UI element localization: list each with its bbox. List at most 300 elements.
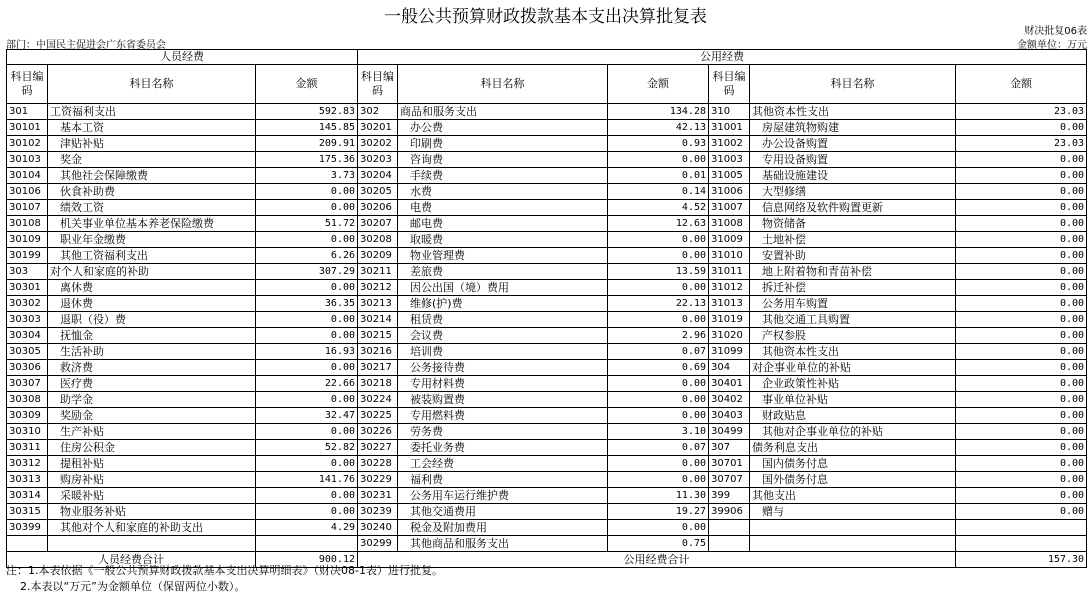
report-title: 一般公共预算财政拨款基本支出决算批复表 <box>384 7 707 27</box>
cell-amount: 307.29 <box>256 264 358 280</box>
cell-code: 30313 <box>7 472 48 488</box>
table-row <box>7 280 1087 296</box>
cell-amount: 0.00 <box>608 312 709 328</box>
cell-code: 30310 <box>7 424 48 440</box>
expenditure-table <box>6 49 1087 568</box>
cell-name: 企业政策性补贴 <box>750 376 956 392</box>
cell-name: 其他对个人和家庭的补助支出 <box>48 520 256 536</box>
cell-code: 30701 <box>709 456 750 472</box>
footnotes <box>6 563 443 595</box>
cell-name: 助学金 <box>48 392 256 408</box>
cell-code: 30214 <box>358 312 398 328</box>
cell-amount: 0.00 <box>608 472 709 488</box>
cell-amount <box>956 536 1087 552</box>
cell-name: 咨询费 <box>398 152 608 168</box>
cell-amount: 0.00 <box>256 504 358 520</box>
cell-name: 奖励金 <box>48 408 256 424</box>
cell-amount: 4.29 <box>256 520 358 536</box>
cell-name: 福利费 <box>398 472 608 488</box>
group-header-personnel: 人员经费 <box>7 50 358 65</box>
cell-code: 30109 <box>7 232 48 248</box>
cell-code: 30203 <box>358 152 398 168</box>
cell-code: 30309 <box>7 408 48 424</box>
cell-code: 30311 <box>7 440 48 456</box>
cell-amount: 0.00 <box>256 184 358 200</box>
cell-amount: 3.73 <box>256 168 358 184</box>
cell-name: 基本工资 <box>48 120 256 136</box>
cell-amount: 0.00 <box>956 472 1087 488</box>
cell-code: 31009 <box>709 232 750 248</box>
cell-name: 租赁费 <box>398 312 608 328</box>
cell-amount: 0.00 <box>956 200 1087 216</box>
cell-code: 30217 <box>358 360 398 376</box>
cell-code: 31011 <box>709 264 750 280</box>
cell-code: 30224 <box>358 392 398 408</box>
cell-amount: 0.00 <box>608 232 709 248</box>
cell-name: 事业单位补贴 <box>750 392 956 408</box>
cell-code: 30239 <box>358 504 398 520</box>
table-row <box>7 232 1087 248</box>
cell-name: 其他工资福利支出 <box>48 248 256 264</box>
table-row <box>7 360 1087 376</box>
cell-code: 30302 <box>7 296 48 312</box>
cell-code: 30308 <box>7 392 48 408</box>
cell-name: 印刷费 <box>398 136 608 152</box>
cell-amount: 19.27 <box>608 504 709 520</box>
cell-amount: 0.00 <box>256 456 358 472</box>
cell-amount: 0.00 <box>256 488 358 504</box>
cell-name: 生产补贴 <box>48 424 256 440</box>
cell-amount: 0.14 <box>608 184 709 200</box>
cell-amount: 0.00 <box>956 328 1087 344</box>
cell-name <box>48 536 256 552</box>
cell-code: 30399 <box>7 520 48 536</box>
cell-name: 其他支出 <box>750 488 956 504</box>
cell-code: 30403 <box>709 408 750 424</box>
cell-amount: 0.00 <box>956 488 1087 504</box>
cell-amount: 0.93 <box>608 136 709 152</box>
cell-amount: 0.07 <box>608 440 709 456</box>
cell-amount: 592.83 <box>256 104 358 120</box>
amount-unit-label: 金额单位：万元 <box>1017 40 1087 51</box>
cell-amount: 0.00 <box>608 520 709 536</box>
cell-amount: 0.00 <box>256 280 358 296</box>
cell-code: 30301 <box>7 280 48 296</box>
cell-amount: 23.03 <box>956 136 1087 152</box>
cell-code: 31010 <box>709 248 750 264</box>
cell-name: 因公出国（境）费用 <box>398 280 608 296</box>
cell-code: 39906 <box>709 504 750 520</box>
total-personnel-label: 人员经费合计 <box>7 552 256 568</box>
cell-code: 30101 <box>7 120 48 136</box>
cell-name: 物资储备 <box>750 216 956 232</box>
cell-amount: 0.75 <box>608 536 709 552</box>
cell-name: 委托业务费 <box>398 440 608 456</box>
cell-name: 其他社会保障缴费 <box>48 168 256 184</box>
cell-amount: 22.66 <box>256 376 358 392</box>
cell-code: 30299 <box>358 536 398 552</box>
cell-code: 31013 <box>709 296 750 312</box>
col-header-name: 科目名称 <box>48 65 256 104</box>
cell-name <box>750 520 956 536</box>
cell-amount: 3.10 <box>608 424 709 440</box>
col-header-amount: 金额 <box>256 65 358 104</box>
table-row <box>7 104 1087 120</box>
table-row <box>7 472 1087 488</box>
cell-name: 信息网络及软件购置更新 <box>750 200 956 216</box>
table-row <box>7 328 1087 344</box>
cell-code: 301 <box>7 104 48 120</box>
cell-name: 提租补贴 <box>48 456 256 472</box>
table-row <box>7 376 1087 392</box>
cell-code: 30225 <box>358 408 398 424</box>
footnote-1: 注：1.本表依据《一般公共预算财政拨款基本支出决算明细表》（财决08-1表）进行批复。 <box>6 564 443 577</box>
cell-amount: 0.00 <box>956 392 1087 408</box>
cell-amount: 0.00 <box>956 152 1087 168</box>
cell-code: 30229 <box>358 472 398 488</box>
cell-code: 31005 <box>709 168 750 184</box>
cell-name: 国内债务付息 <box>750 456 956 472</box>
cell-name: 取暖费 <box>398 232 608 248</box>
table-row <box>7 536 1087 552</box>
cell-name: 伙食补助费 <box>48 184 256 200</box>
cell-amount: 145.85 <box>256 120 358 136</box>
cell-amount: 0.00 <box>956 312 1087 328</box>
cell-name: 对企事业单位的补贴 <box>750 360 956 376</box>
cell-name: 拆迁补偿 <box>750 280 956 296</box>
cell-code: 30312 <box>7 456 48 472</box>
cell-name: 职业年金缴费 <box>48 232 256 248</box>
cell-code <box>709 536 750 552</box>
cell-name: 工会经费 <box>398 456 608 472</box>
cell-amount: 0.00 <box>956 184 1087 200</box>
cell-name: 公务用车购置 <box>750 296 956 312</box>
cell-amount: 4.52 <box>608 200 709 216</box>
cell-amount <box>256 536 358 552</box>
cell-amount: 0.00 <box>608 248 709 264</box>
cell-amount: 42.13 <box>608 120 709 136</box>
cell-name: 物业服务补贴 <box>48 504 256 520</box>
cell-name: 其他对企事业单位的补贴 <box>750 424 956 440</box>
cell-name: 国外债务付息 <box>750 472 956 488</box>
cell-amount: 0.00 <box>956 344 1087 360</box>
cell-amount: 175.36 <box>256 152 358 168</box>
cell-amount: 0.00 <box>956 504 1087 520</box>
col-header-amount: 金额 <box>956 65 1087 104</box>
cell-name <box>750 536 956 552</box>
cell-amount: 0.00 <box>256 232 358 248</box>
cell-code: 30402 <box>709 392 750 408</box>
cell-amount: 0.01 <box>608 168 709 184</box>
cell-amount: 0.00 <box>956 280 1087 296</box>
cell-name: 差旅费 <box>398 264 608 280</box>
cell-code: 30102 <box>7 136 48 152</box>
cell-amount: 0.00 <box>256 328 358 344</box>
cell-name: 财政贴息 <box>750 408 956 424</box>
cell-name: 工资福利支出 <box>48 104 256 120</box>
cell-amount: 0.00 <box>256 312 358 328</box>
cell-code: 30303 <box>7 312 48 328</box>
cell-code: 30401 <box>709 376 750 392</box>
cell-code: 30216 <box>358 344 398 360</box>
total-public-label: 公用经费合计 <box>358 552 956 568</box>
cell-amount: 13.59 <box>608 264 709 280</box>
cell-code: 303 <box>7 264 48 280</box>
cell-name: 办公费 <box>398 120 608 136</box>
cell-code: 30202 <box>358 136 398 152</box>
total-public-amount: 157.30 <box>956 552 1087 568</box>
cell-amount: 12.63 <box>608 216 709 232</box>
table-row <box>7 440 1087 456</box>
cell-name: 其他交通费用 <box>398 504 608 520</box>
cell-name: 医疗费 <box>48 376 256 392</box>
cell-name: 抚恤金 <box>48 328 256 344</box>
table-row <box>7 392 1087 408</box>
cell-amount: 0.00 <box>608 392 709 408</box>
cell-amount: 0.00 <box>956 424 1087 440</box>
cell-code: 31007 <box>709 200 750 216</box>
cell-name: 公务用车运行维护费 <box>398 488 608 504</box>
department-label: 部门：中国民主促进会广东省委员会 <box>6 40 166 51</box>
cell-name: 其他商品和服务支出 <box>398 536 608 552</box>
cell-amount: 0.00 <box>956 264 1087 280</box>
cell-amount: 141.76 <box>256 472 358 488</box>
cell-code: 30215 <box>358 328 398 344</box>
cell-code: 30206 <box>358 200 398 216</box>
group-header-public: 公用经费 <box>358 50 1087 65</box>
cell-name: 其他资本性支出 <box>750 344 956 360</box>
cell-code: 31008 <box>709 216 750 232</box>
cell-code: 30211 <box>358 264 398 280</box>
form-code: 财决批复06表 <box>1024 26 1087 37</box>
cell-code: 30305 <box>7 344 48 360</box>
cell-code: 304 <box>709 360 750 376</box>
col-header-name: 科目名称 <box>750 65 956 104</box>
footnote-2: 2.本表以“万元”为金额单位（保留两位小数）。 <box>6 580 246 593</box>
cell-name: 机关事业单位基本养老保险缴费 <box>48 216 256 232</box>
cell-code: 31006 <box>709 184 750 200</box>
table-body <box>7 104 1087 552</box>
cell-code: 31099 <box>709 344 750 360</box>
cell-name: 其他交通工具购置 <box>750 312 956 328</box>
cell-name: 被装购置费 <box>398 392 608 408</box>
cell-name: 退休费 <box>48 296 256 312</box>
cell-amount: 134.28 <box>608 104 709 120</box>
cell-code: 30108 <box>7 216 48 232</box>
cell-amount: 0.00 <box>956 232 1087 248</box>
cell-name: 手续费 <box>398 168 608 184</box>
table-row <box>7 424 1087 440</box>
cell-amount: 6.26 <box>256 248 358 264</box>
cell-amount: 0.00 <box>608 376 709 392</box>
cell-code: 30199 <box>7 248 48 264</box>
cell-amount: 0.00 <box>608 408 709 424</box>
cell-code <box>7 536 48 552</box>
col-header-code: 科目编码 <box>7 65 48 104</box>
table-row <box>7 520 1087 536</box>
cell-code: 31003 <box>709 152 750 168</box>
cell-amount: 0.00 <box>956 376 1087 392</box>
cell-code: 30212 <box>358 280 398 296</box>
cell-code: 302 <box>358 104 398 120</box>
cell-code: 30227 <box>358 440 398 456</box>
cell-code: 30205 <box>358 184 398 200</box>
cell-code: 31012 <box>709 280 750 296</box>
table-row <box>7 168 1087 184</box>
cell-amount: 23.03 <box>956 104 1087 120</box>
cell-name: 安置补助 <box>750 248 956 264</box>
cell-amount: 0.00 <box>956 168 1087 184</box>
cell-name: 奖金 <box>48 152 256 168</box>
cell-code: 30209 <box>358 248 398 264</box>
cell-name: 绩效工资 <box>48 200 256 216</box>
table-row <box>7 296 1087 312</box>
table-row <box>7 136 1087 152</box>
cell-name: 专用燃料费 <box>398 408 608 424</box>
table-row <box>7 200 1087 216</box>
cell-name: 采暖补贴 <box>48 488 256 504</box>
cell-name: 电费 <box>398 200 608 216</box>
cell-name: 债务利息支出 <box>750 440 956 456</box>
cell-name: 津贴补贴 <box>48 136 256 152</box>
cell-name: 生活补助 <box>48 344 256 360</box>
cell-code: 30315 <box>7 504 48 520</box>
cell-code: 30314 <box>7 488 48 504</box>
cell-name: 劳务费 <box>398 424 608 440</box>
table-row <box>7 488 1087 504</box>
table-row <box>7 216 1087 232</box>
cell-amount: 0.00 <box>956 296 1087 312</box>
cell-code: 30207 <box>358 216 398 232</box>
cell-code: 30106 <box>7 184 48 200</box>
cell-amount: 0.00 <box>256 360 358 376</box>
cell-amount: 0.00 <box>956 248 1087 264</box>
cell-amount: 22.13 <box>608 296 709 312</box>
cell-name: 对个人和家庭的补助 <box>48 264 256 280</box>
cell-code: 310 <box>709 104 750 120</box>
cell-code: 30103 <box>7 152 48 168</box>
cell-code: 30228 <box>358 456 398 472</box>
cell-name: 商品和服务支出 <box>398 104 608 120</box>
cell-name: 产权参股 <box>750 328 956 344</box>
cell-amount: 0.00 <box>256 200 358 216</box>
cell-name: 土地补偿 <box>750 232 956 248</box>
cell-code: 30707 <box>709 472 750 488</box>
cell-name: 水费 <box>398 184 608 200</box>
cell-name: 专用材料费 <box>398 376 608 392</box>
cell-amount: 11.30 <box>608 488 709 504</box>
table-row <box>7 344 1087 360</box>
cell-amount: 0.00 <box>956 456 1087 472</box>
cell-name: 退职（役）费 <box>48 312 256 328</box>
cell-amount: 51.72 <box>256 216 358 232</box>
cell-code: 30218 <box>358 376 398 392</box>
table-row <box>7 184 1087 200</box>
table-row <box>7 264 1087 280</box>
cell-name: 税金及附加费用 <box>398 520 608 536</box>
col-header-code: 科目编码 <box>358 65 398 104</box>
table-row <box>7 248 1087 264</box>
cell-name: 地上附着物和青苗补偿 <box>750 264 956 280</box>
cell-amount: 209.91 <box>256 136 358 152</box>
cell-name: 住房公积金 <box>48 440 256 456</box>
cell-name: 大型修缮 <box>750 184 956 200</box>
cell-amount: 0.00 <box>608 456 709 472</box>
cell-code: 307 <box>709 440 750 456</box>
cell-amount: 0.00 <box>956 408 1087 424</box>
cell-name: 购房补贴 <box>48 472 256 488</box>
cell-code: 30231 <box>358 488 398 504</box>
col-header-name: 科目名称 <box>398 65 608 104</box>
cell-code <box>709 520 750 536</box>
cell-code: 31019 <box>709 312 750 328</box>
cell-amount: 16.93 <box>256 344 358 360</box>
cell-name: 办公设备购置 <box>750 136 956 152</box>
cell-name: 公务接待费 <box>398 360 608 376</box>
cell-amount: 52.82 <box>256 440 358 456</box>
col-header-code: 科目编码 <box>709 65 750 104</box>
cell-amount: 0.00 <box>256 392 358 408</box>
cell-code: 30240 <box>358 520 398 536</box>
cell-code: 30307 <box>7 376 48 392</box>
table-row <box>7 312 1087 328</box>
cell-code: 30499 <box>709 424 750 440</box>
cell-name: 邮电费 <box>398 216 608 232</box>
cell-code: 30107 <box>7 200 48 216</box>
cell-code: 31020 <box>709 328 750 344</box>
cell-amount: 0.00 <box>956 216 1087 232</box>
total-personnel-amount: 900.12 <box>256 552 358 568</box>
cell-name: 救济费 <box>48 360 256 376</box>
cell-code: 30104 <box>7 168 48 184</box>
cell-name: 赠与 <box>750 504 956 520</box>
cell-name: 专用设备购置 <box>750 152 956 168</box>
table-row <box>7 456 1087 472</box>
cell-amount: 0.00 <box>956 440 1087 456</box>
cell-code: 30304 <box>7 328 48 344</box>
cell-amount: 0.00 <box>956 120 1087 136</box>
cell-code: 31001 <box>709 120 750 136</box>
cell-amount: 2.96 <box>608 328 709 344</box>
cell-name: 物业管理费 <box>398 248 608 264</box>
cell-name: 基础设施建设 <box>750 168 956 184</box>
cell-amount: 0.07 <box>608 344 709 360</box>
cell-code: 30201 <box>358 120 398 136</box>
cell-name: 维修(护)费 <box>398 296 608 312</box>
cell-amount: 0.00 <box>608 280 709 296</box>
cell-name: 房屋建筑物购建 <box>750 120 956 136</box>
cell-code: 31002 <box>709 136 750 152</box>
table-row <box>7 408 1087 424</box>
table-row <box>7 120 1087 136</box>
cell-name: 会议费 <box>398 328 608 344</box>
cell-code: 30306 <box>7 360 48 376</box>
cell-name: 离休费 <box>48 280 256 296</box>
cell-code: 30226 <box>358 424 398 440</box>
cell-amount: 32.47 <box>256 408 358 424</box>
table-row <box>7 504 1087 520</box>
cell-amount <box>956 520 1087 536</box>
cell-amount: 0.00 <box>256 424 358 440</box>
cell-amount: 0.00 <box>956 360 1087 376</box>
cell-code: 399 <box>709 488 750 504</box>
col-header-amount: 金额 <box>608 65 709 104</box>
cell-code: 30208 <box>358 232 398 248</box>
cell-name: 培训费 <box>398 344 608 360</box>
cell-code: 30204 <box>358 168 398 184</box>
table-row <box>7 152 1087 168</box>
cell-amount: 36.35 <box>256 296 358 312</box>
